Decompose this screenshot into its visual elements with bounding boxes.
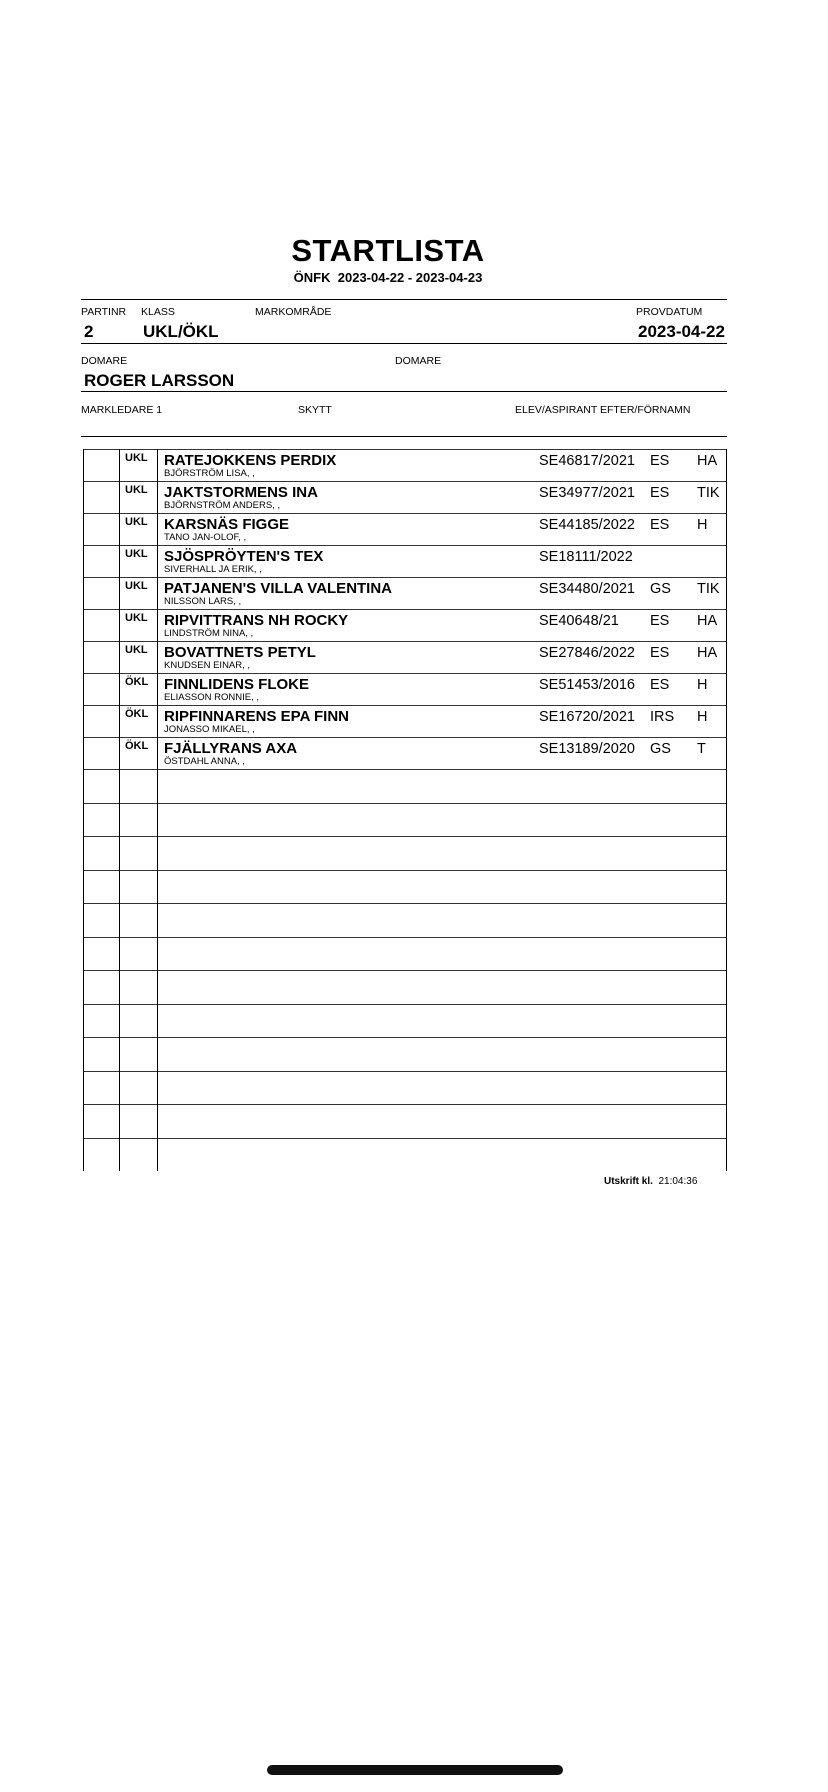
- elev-label: ELEV/ASPIRANT EFTER/FÖRNAMN: [515, 404, 691, 416]
- entry-class: ÖKL: [125, 676, 149, 688]
- divider: [81, 436, 727, 437]
- table-row-empty: [83, 970, 727, 1004]
- entry-class: ÖKL: [125, 740, 149, 752]
- breed-code: IRS: [650, 709, 675, 725]
- table-row-empty: [83, 803, 727, 837]
- sex-code: TIK: [697, 485, 720, 501]
- registration-number: SE44185/2022: [539, 517, 635, 533]
- breed-code: ES: [650, 613, 670, 629]
- breed-code: GS: [650, 741, 671, 757]
- domare-label-2: DOMARE: [395, 355, 442, 367]
- entry-class: UKL: [125, 452, 148, 464]
- table-row: [83, 449, 727, 481]
- page-title: STARTLISTA: [291, 233, 485, 268]
- print-time-label: Utskrift kl.: [604, 1176, 653, 1187]
- breed-code: ES: [650, 645, 670, 661]
- owner-name: SIVERHALL JA ERIK, ,: [164, 564, 262, 575]
- dog-name: RATEJOKKENS PERDIX: [164, 452, 337, 469]
- entry-class: UKL: [125, 548, 148, 560]
- table-row-empty: [83, 769, 727, 803]
- provdatum-label: PROVDATUM: [636, 306, 703, 318]
- registration-number: SE16720/2021: [539, 709, 635, 725]
- dog-name: KARSNÄS FIGGE: [164, 516, 290, 533]
- divider: [81, 299, 727, 300]
- entry-class: UKL: [125, 516, 148, 528]
- breed-code: ES: [650, 453, 670, 469]
- table-row-empty: [83, 903, 727, 937]
- table-row-empty: [83, 1037, 727, 1071]
- entry-class: ÖKL: [125, 708, 149, 720]
- registration-number: SE13189/2020: [539, 741, 635, 757]
- sex-code: HA: [697, 453, 718, 469]
- sex-code: H: [697, 709, 708, 725]
- table-row: [83, 609, 727, 641]
- club-name: ÖNFK: [293, 270, 331, 285]
- event-subtitle: [0, 270, 776, 285]
- registration-number: SE27846/2022: [539, 645, 635, 661]
- sex-code: HA: [697, 645, 718, 661]
- klass-label: KLASS: [141, 306, 175, 318]
- registration-number: SE40648/21: [539, 613, 619, 629]
- owner-name: ELIASSON RONNIE, ,: [164, 692, 260, 703]
- domare-label: DOMARE: [81, 355, 128, 367]
- entry-class: UKL: [125, 484, 148, 496]
- sex-code: TIK: [697, 581, 720, 597]
- table-row-empty: [83, 1004, 727, 1038]
- table-row-empty: [83, 1138, 727, 1172]
- home-indicator[interactable]: [267, 1765, 563, 1775]
- table-row-empty: [83, 1104, 727, 1138]
- table-row-empty: [83, 1071, 727, 1105]
- owner-name: LINDSTRÖM NINA, ,: [164, 628, 254, 639]
- dog-name: BOVATTNETS PETYL: [164, 644, 316, 661]
- table-row-empty: [83, 870, 727, 904]
- owner-name: TANO JAN-OLOF, ,: [164, 532, 247, 543]
- partinr-label: PARTINR: [81, 306, 127, 318]
- sex-code: H: [697, 677, 708, 693]
- table-row: [83, 737, 727, 769]
- sex-code: H: [697, 517, 708, 533]
- sex-code: HA: [697, 613, 718, 629]
- sex-code: T: [697, 741, 706, 757]
- klass-value: UKL/ÖKL: [143, 322, 219, 341]
- owner-name: JONASSO MIKAEL, ,: [164, 724, 255, 735]
- startlist-table: [83, 449, 727, 1171]
- breed-code: ES: [650, 485, 670, 501]
- event-dates: 2023-04-22 - 2023-04-23: [337, 270, 483, 285]
- registration-number: SE34480/2021: [539, 581, 635, 597]
- dog-name: JAKTSTORMENS INA: [164, 484, 318, 501]
- table-column-divider: [119, 449, 120, 1171]
- breed-code: ES: [650, 517, 670, 533]
- owner-name: ÖSTDAHL ANNA, ,: [164, 756, 245, 767]
- registration-number: SE46817/2021: [539, 453, 635, 469]
- dog-name: SJÖSPRÖYTEN'S TEX: [164, 548, 324, 565]
- table-row-empty: [83, 836, 727, 870]
- divider: [81, 343, 727, 344]
- breed-code: ES: [650, 677, 670, 693]
- dog-name: FJÄLLYRANS AXA: [164, 740, 298, 757]
- entry-class: UKL: [125, 612, 148, 624]
- table-row: [83, 641, 727, 673]
- dog-name: RIPFINNARENS EPA FINN: [164, 708, 350, 725]
- domare-value: ROGER LARSSON: [84, 371, 235, 390]
- print-time-value: 21:04:36: [658, 1176, 698, 1187]
- table-column-divider: [157, 449, 158, 1171]
- owner-name: KNUDSEN EINAR, ,: [164, 660, 251, 671]
- table-row: [83, 545, 727, 577]
- registration-number: SE34977/2021: [539, 485, 635, 501]
- skytt-label: SKYTT: [298, 404, 332, 416]
- dog-name: FINNLIDENS FLOKE: [164, 676, 309, 693]
- registration-number: SE51453/2016: [539, 677, 635, 693]
- owner-name: BJÖRSTRÖM LISA, ,: [164, 468, 255, 479]
- dog-name: RIPVITTRANS NH ROCKY: [164, 612, 349, 629]
- markomrade-label: MARKOMRÅDE: [255, 306, 332, 318]
- registration-number: SE18111/2022: [539, 549, 633, 565]
- dog-name: PATJANEN'S VILLA VALENTINA: [164, 580, 393, 597]
- table-row: [83, 577, 727, 609]
- owner-name: NILSSON LARS, ,: [164, 596, 242, 607]
- partinr-value: 2: [84, 322, 94, 341]
- table-row: [83, 513, 727, 545]
- table-row-empty: [83, 937, 727, 971]
- breed-code: GS: [650, 581, 671, 597]
- owner-name: BJÖRNSTRÖM ANDERS, ,: [164, 500, 281, 511]
- table-border-left: [83, 449, 84, 1171]
- table-row: [83, 705, 727, 737]
- entry-class: UKL: [125, 580, 148, 592]
- print-time: [604, 1176, 697, 1187]
- table-border-right: [726, 449, 727, 1171]
- table-row: [83, 673, 727, 705]
- markledare-label: MARKLEDARE 1: [81, 404, 163, 416]
- table-row: [83, 481, 727, 513]
- divider: [81, 391, 727, 392]
- provdatum-value: 2023-04-22: [638, 322, 725, 341]
- entry-class: UKL: [125, 644, 148, 656]
